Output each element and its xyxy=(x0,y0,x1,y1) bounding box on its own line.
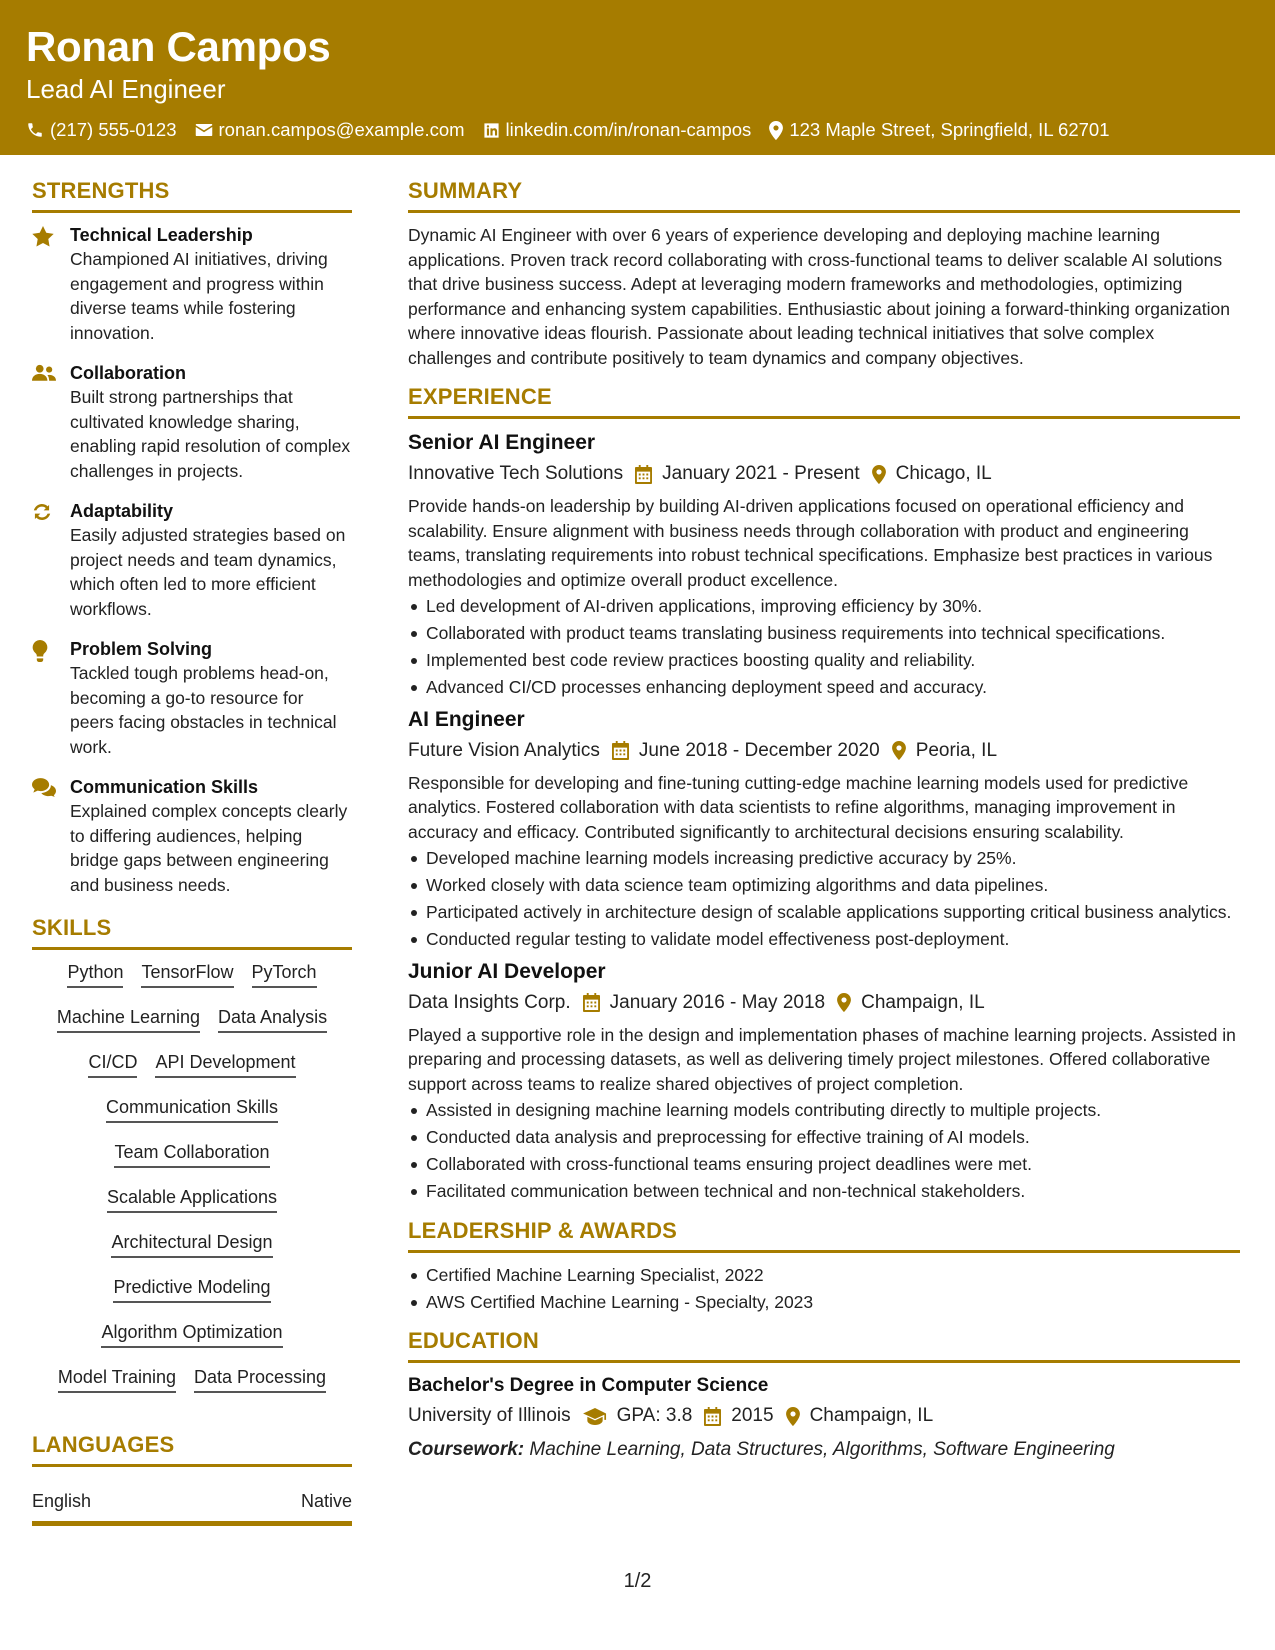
job-dates-text: June 2018 - December 2020 xyxy=(638,739,880,761)
strength-title: Collaboration xyxy=(70,363,186,383)
experience-heading: EXPERIENCE xyxy=(408,382,1240,419)
skills-row xyxy=(111,1230,272,1275)
contact-linkedin-text: linkedin.com/in/ronan-campos xyxy=(505,119,752,140)
job-dates xyxy=(612,737,880,765)
contact-bar xyxy=(26,118,1275,142)
skills-row xyxy=(57,1005,327,1050)
linkedin-icon xyxy=(483,122,500,139)
list-item: Worked closely with data science team optimizing algorithms and data pipelines. xyxy=(408,873,1240,898)
contact-address-text: 123 Maple Street, Springfield, IL 62701 xyxy=(789,119,1110,140)
skills-row xyxy=(101,1320,282,1365)
lightbulb-icon xyxy=(32,640,48,662)
star-icon xyxy=(32,226,54,247)
envelope-icon xyxy=(195,122,213,138)
job-dates xyxy=(635,460,860,488)
list-item: Assisted in designing machine learning models contributing directly to multiple projects. xyxy=(408,1098,1240,1123)
comments-icon xyxy=(32,778,56,797)
skills-row xyxy=(58,1365,326,1410)
strength-desc: Explained complex concepts clearly to differing audiences, helping bridge gaps between engineering and business needs. xyxy=(70,801,348,895)
strength-title: Problem Solving xyxy=(70,639,213,659)
calendar-icon xyxy=(583,993,600,1012)
awards-list xyxy=(408,1263,1240,1315)
skill-tag: TensorFlow xyxy=(141,960,233,988)
job-location-text: Chicago, IL xyxy=(895,463,992,484)
strength-item xyxy=(32,775,352,897)
job-title: AI Engineer xyxy=(408,707,525,731)
skill-tag: API Development xyxy=(155,1050,295,1078)
list-item: Participated actively in architecture design of scalable applications supporting critical business analytics. xyxy=(408,900,1240,925)
job-entry xyxy=(408,429,1240,700)
language-item xyxy=(32,1477,352,1526)
job-dates xyxy=(583,989,825,1017)
language-level: Native xyxy=(300,1491,352,1511)
list-item: AWS Certified Machine Learning - Specialty, 2023 xyxy=(408,1290,1240,1315)
job-company: Data Insights Corp. xyxy=(408,991,571,1013)
list-item: Certified Machine Learning Specialist, 2022 xyxy=(408,1263,1240,1288)
phone-icon xyxy=(26,121,44,139)
education-location-text: Champaign, IL xyxy=(809,1405,934,1426)
list-item: Led development of AI-driven applications, improving efficiency by 30%. xyxy=(408,594,1240,619)
skills-row xyxy=(67,960,316,1005)
job-title: Junior AI Developer xyxy=(408,959,606,983)
job-location-text: Champaign, IL xyxy=(861,991,985,1013)
job-location xyxy=(892,737,997,765)
job-entry xyxy=(408,706,1240,952)
job-dates-text: January 2016 - May 2018 xyxy=(609,991,826,1013)
strength-item xyxy=(32,637,352,759)
languages-heading: LANGUAGES xyxy=(32,1430,352,1467)
degree-title: Bachelor's Degree in Computer Science xyxy=(408,1375,769,1396)
strength-desc: Championed AI initiatives, driving engagement and progress within diverse teams while fostering innovation. xyxy=(70,249,328,343)
skill-tag: Machine Learning xyxy=(57,1005,200,1033)
skill-tag: Data Processing xyxy=(194,1365,326,1393)
candidate-title: Lead AI Engineer xyxy=(26,74,226,104)
contact-linkedin[interactable] xyxy=(483,118,752,142)
skills-row xyxy=(107,1185,277,1230)
school-name: University of Illinois xyxy=(408,1405,571,1426)
skill-tag: Architectural Design xyxy=(111,1230,272,1258)
list-item: Developed machine learning models increasing predictive accuracy by 25%. xyxy=(408,846,1240,871)
contact-phone-text: (217) 555-0123 xyxy=(50,119,177,140)
resume-header xyxy=(0,0,1275,155)
summary-text: Dynamic AI Engineer with over 6 years of experience developing and deploying machine learning applications. Proven track record collaborating with cross-functional teams to deliver scalable AI solutions that drive business success. Adept at leveraging modern frameworks and methodologies, optimizing performance and enhancing system capabilities. Enthusiastic about joining a forward-thinking organization where innovative ideas flourish. Passionate about leading technical initiatives that solve complex challenges and contribute positively to team dynamics and company objectives. xyxy=(408,225,1231,368)
coursework-list: Machine Learning, Data Structures, Algorithms, Software Engineering xyxy=(529,1439,1115,1460)
list-item: Collaborated with cross-functional teams ensuring project deadlines were met. xyxy=(408,1152,1240,1177)
skill-tag: CI/CD xyxy=(88,1050,137,1078)
strengths-heading: STRENGTHS xyxy=(32,176,352,213)
language-name: English xyxy=(32,1491,92,1511)
strength-item xyxy=(32,223,352,345)
list-item: Facilitated communication between technical and non-technical stakeholders. xyxy=(408,1179,1240,1204)
skills-row xyxy=(88,1050,295,1095)
job-location-text: Peoria, IL xyxy=(915,739,998,761)
job-description: Responsible for developing and fine-tuning cutting-edge machine learning models used for predictive analytics. Fostered collaboration with data scientists to refine algorithms, managing improvement in accuracy and efficacy. Contributed significantly to architectural decisions ensuring scalability. xyxy=(408,772,1189,842)
job-meta xyxy=(408,737,1240,765)
education-gpa xyxy=(583,1402,693,1430)
education-location xyxy=(786,1402,934,1430)
users-icon xyxy=(32,364,56,382)
skill-tag: Team Collaboration xyxy=(114,1140,269,1168)
map-marker-icon xyxy=(892,741,906,760)
list-item: Advanced CI/CD processes enhancing deployment speed and accuracy. xyxy=(408,675,1240,700)
job-meta xyxy=(408,989,1240,1017)
skill-tag: PyTorch xyxy=(252,960,317,988)
skills-row xyxy=(114,1140,269,1185)
skill-tag: Data Analysis xyxy=(218,1005,327,1033)
summary-heading: SUMMARY xyxy=(408,176,1240,213)
skill-tag: Predictive Modeling xyxy=(113,1275,270,1303)
strength-title: Communication Skills xyxy=(70,777,259,797)
map-marker-icon xyxy=(769,121,783,140)
job-entry xyxy=(408,958,1240,1204)
job-bullets xyxy=(408,1098,1240,1204)
job-location xyxy=(837,989,985,1017)
left-column xyxy=(32,176,352,1526)
education-heading: EDUCATION xyxy=(408,1326,1240,1363)
list-item: Conducted data analysis and preprocessing for effective training of AI models. xyxy=(408,1125,1240,1150)
contact-address xyxy=(769,118,1109,142)
calendar-icon xyxy=(635,465,652,484)
skills-row xyxy=(113,1275,270,1320)
skill-tag: Algorithm Optimization xyxy=(101,1320,282,1348)
coursework-label: Coursework: xyxy=(408,1439,525,1460)
skill-tag: Scalable Applications xyxy=(107,1185,277,1213)
strength-desc: Tackled tough problems head-on, becoming a go-to resource for peers facing obstacles in technical work. xyxy=(70,663,337,757)
skills-list xyxy=(32,960,352,1410)
map-marker-icon xyxy=(837,993,851,1012)
job-description: Played a supportive role in the design and implementation phases of machine learning projects. Assisted in preparing and processing datasets, as well as delivering timely project milestones. Offered collaborative support across teams to realize shared objectives of project completion. xyxy=(408,1024,1236,1094)
contact-phone[interactable] xyxy=(26,118,177,142)
candidate-name: Ronan Campos xyxy=(26,23,331,70)
awards-heading: LEADERSHIP & AWARDS xyxy=(408,1216,1240,1253)
list-item: Collaborated with product teams translating business requirements into technical specifications. xyxy=(408,621,1240,646)
refresh-icon xyxy=(32,502,52,522)
skills-heading: SKILLS xyxy=(32,913,352,950)
job-company: Innovative Tech Solutions xyxy=(408,463,624,484)
education-meta xyxy=(408,1402,1240,1430)
page-number: 1/2 xyxy=(623,1570,652,1592)
skills-row xyxy=(106,1095,278,1140)
job-company: Future Vision Analytics xyxy=(408,739,600,761)
skill-tag: Model Training xyxy=(58,1365,176,1393)
skill-tag: Communication Skills xyxy=(106,1095,278,1123)
strength-desc: Easily adjusted strategies based on project needs and team dynamics, which often led to more efficient workflows. xyxy=(70,525,346,619)
education-year xyxy=(704,1402,773,1430)
job-bullets xyxy=(408,594,1240,700)
strength-desc: Built strong partnerships that cultivated knowledge sharing, enabling rapid resolution of complex challenges in projects. xyxy=(70,387,351,481)
strength-item xyxy=(32,499,352,621)
contact-email[interactable] xyxy=(195,118,465,142)
job-location xyxy=(872,460,992,488)
map-marker-icon xyxy=(786,1407,800,1426)
strength-item xyxy=(32,361,352,483)
graduation-cap-icon xyxy=(583,1408,607,1425)
job-description: Provide hands-on leadership by building AI-driven applications focused on operational efficiency and scalability. Ensure alignment with business needs through collaboration with product and engineering teams, translating requirements into robust technical specifications. Emphasize best practices in various methodologies and optimize overall product excellence. xyxy=(408,496,1213,590)
education-year-text: 2015 xyxy=(731,1405,774,1426)
calendar-icon xyxy=(704,1407,721,1426)
right-column xyxy=(408,176,1240,1464)
job-meta xyxy=(408,460,1240,488)
job-dates-text: January 2021 - Present xyxy=(662,463,860,484)
contact-email-text: ronan.campos@example.com xyxy=(218,119,465,140)
skill-tag: Python xyxy=(67,960,123,988)
calendar-icon xyxy=(612,741,629,760)
map-marker-icon xyxy=(872,465,886,484)
strength-title: Adaptability xyxy=(70,501,174,521)
job-title: Senior AI Engineer xyxy=(408,431,596,454)
list-item: Implemented best code review practices boosting quality and reliability. xyxy=(408,648,1240,673)
list-item: Conducted regular testing to validate model effectiveness post-deployment. xyxy=(408,927,1240,952)
job-bullets xyxy=(408,846,1240,952)
strength-title: Technical Leadership xyxy=(70,225,253,245)
coursework xyxy=(408,1436,1240,1464)
education-gpa-text: GPA: 3.8 xyxy=(616,1405,693,1426)
